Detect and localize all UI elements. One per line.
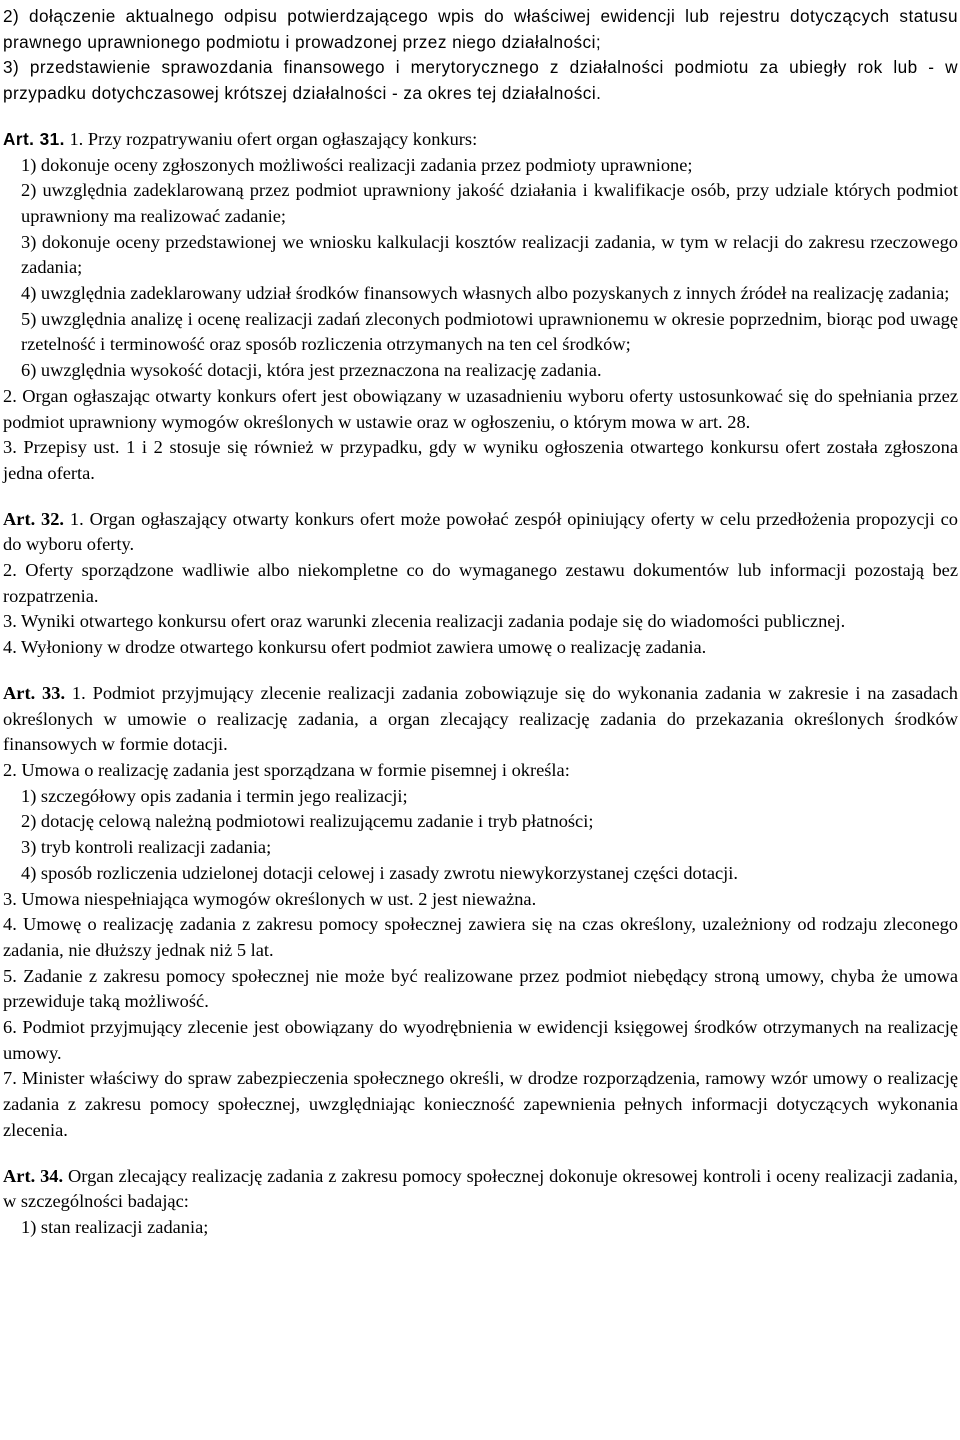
art34-label: Art. 34. xyxy=(3,1165,64,1186)
art31-paragraph-3: 3. Przepisy ust. 1 i 2 stosuje się również w przypadku, gdy w wyniku ogłoszenia otwartego konkursu ofert została zgłoszona jedna oferta. xyxy=(3,437,958,483)
art32-paragraph-4: 4. Wyłoniony w drodze otwartego konkursu ofert podmiot zawiera umowę o realizację zadania. xyxy=(3,637,707,658)
art31-item-5: 5) uwzględnia analizę i ocenę realizacji zadań zleconych podmiotowi uprawnionemu w okresie poprzednim, biorąc pod uwagę rzetelność i terminowość oraz sposób rozliczenia otrzymanych na ten cel środków; xyxy=(21,308,958,355)
art32-paragraph-2: 2. Oferty sporządzone wadliwie albo niekompletne co do wymaganego zestawu dokumentów lub informacji pozostają bez rozpatrzenia. xyxy=(3,560,958,606)
spacer xyxy=(3,107,958,127)
art31-paragraph-2: 2. Organ ogłaszając otwarty konkurs ofert jest obowiązany w uzasadnieniu wyboru oferty ustosunkować się do spełniania przez podmiot uprawniony wymogów określonych w ustawie oraz w ogłoszeniu, o którym mowa w art. 28. xyxy=(3,385,958,432)
art33-item-2: 2) dotację celową należną podmiotowi realizującemu zadanie i tryb płatności; xyxy=(21,811,594,832)
art31-item-4: 4) uwzględnia zadeklarowany udział środków finansowych własnych albo pozyskanych z innych źródeł na realizację zadania; xyxy=(21,283,950,304)
art34-item-1: 1) stan realizacji zadania; xyxy=(21,1216,209,1237)
art32-paragraph-3: 3. Wyniki otwartego konkursu ofert oraz warunki zlecenia realizacji zadania podaje się do wiadomości publicznej. xyxy=(3,611,846,632)
art32-p1-text: 1. Organ ogłaszający otwarty konkurs ofert może powołać zespół opiniujący oferty w celu przedłożenia propozycji co do wyboru oferty. xyxy=(3,508,958,555)
art33-paragraph-2: 2. Umowa o realizację zadania jest sporządzana w formie pisemnej i określa: xyxy=(3,759,570,780)
spacer xyxy=(3,661,958,681)
art34-p1-text: Organ zlecający realizację zadania z zakresu pomocy społecznej dokonuje okresowej kontroli i oceny realizacji zadania, w szczególności badając: xyxy=(3,1165,958,1212)
art33-paragraph-4: 4. Umowę o realizację zadania z zakresu pomocy społecznej zawiera się na czas określony, uzależniony od rodzaju zleconego zadania, nie dłuższy jednak niż 5 lat. xyxy=(3,914,958,960)
art33-paragraph-7: 7. Minister właściwy do spraw zabezpieczenia społecznego określi, w drodze rozporządzenia, ramowy wzór umowy o realizację zadania z zakresu pomocy społecznej, uwzględniając konieczność zapewnienia pełnych informacji dotyczących wykonania zlecenia. xyxy=(3,1068,958,1140)
art31-p1-text: 1. Przy rozpatrywaniu ofert organ ogłaszający konkurs: xyxy=(64,128,478,149)
art33-paragraph-6: 6. Podmiot przyjmujący zlecenie jest obowiązany do wyodrębnienia w ewidencji księgowej środków otrzymanych na realizację umowy. xyxy=(3,1017,958,1063)
art33-p1-text: 1. Podmiot przyjmujący zlecenie realizacji zadania zobowiązuje się do wykonania zadania w zakresie i na zasadach określonych w umowie o realizację zadania, a organ zlecający realizację zadania do przekazania określonych środków finansowych w formie dotacji. xyxy=(3,682,958,755)
art33-item-1: 1) szczegółowy opis zadania i termin jego realizacji; xyxy=(21,785,408,806)
art33-paragraph-5: 5. Zadanie z zakresu pomocy społecznej nie może być realizowane przez podmiot niebędący stroną umowy, chyba że umowa przewiduje taką możliwość. xyxy=(3,965,958,1012)
art33-paragraph-1 xyxy=(3,681,958,758)
art31-paragraph-1 xyxy=(3,127,958,153)
art33-paragraph-3: 3. Umowa niespełniająca wymogów określonych w ust. 2 jest nieważna. xyxy=(3,888,537,909)
art33-item-3: 3) tryb kontroli realizacji zadania; xyxy=(21,837,272,858)
art32-label: Art. 32. xyxy=(3,508,65,529)
intro-point-2: 2) dołączenie aktualnego odpisu potwierdzającego wpis do właściwej ewidencji lub rejestru dotyczących statusu prawnego uprawnionego podmiotu i prowadzonej przez niego działalności; xyxy=(3,6,958,52)
art31-label: Art. 31. xyxy=(3,128,65,149)
art33-item-4: 4) sposób rozliczenia udzielonej dotacji celowej i zasady zwrotu niewykorzystanej części dotacji. xyxy=(21,862,738,883)
art31-item-6: 6) uwzględnia wysokość dotacji, która jest przeznaczona na realizację zadania. xyxy=(21,360,602,381)
art31-item-3: 3) dokonuje oceny przedstawionej we wniosku kalkulacji kosztów realizacji zadania, w tym w relacji do zakresu rzeczowego zadania; xyxy=(21,231,958,278)
art32-paragraph-1 xyxy=(3,507,958,558)
spacer xyxy=(3,1144,958,1164)
art31-item-1: 1) dokonuje oceny zgłoszonych możliwości realizacji zadania przez podmioty uprawnione; xyxy=(21,154,693,175)
art31-item-2: 2) uwzględnia zadeklarowaną przez podmiot uprawniony jakość działania i kwalifikacje osób, przy udziale których podmiot uprawniony ma realizować zadanie; xyxy=(21,180,958,226)
art34-paragraph-1 xyxy=(3,1164,958,1215)
art33-label: Art. 33. xyxy=(3,682,66,703)
spacer xyxy=(3,487,958,507)
intro-point-3: 3) przedstawienie sprawozdania finansowego i merytorycznego z działalności podmiotu za ubiegły rok lub - w przypadku dotychczasowej krótszej działalności - za okres tej działalności. xyxy=(3,57,958,104)
